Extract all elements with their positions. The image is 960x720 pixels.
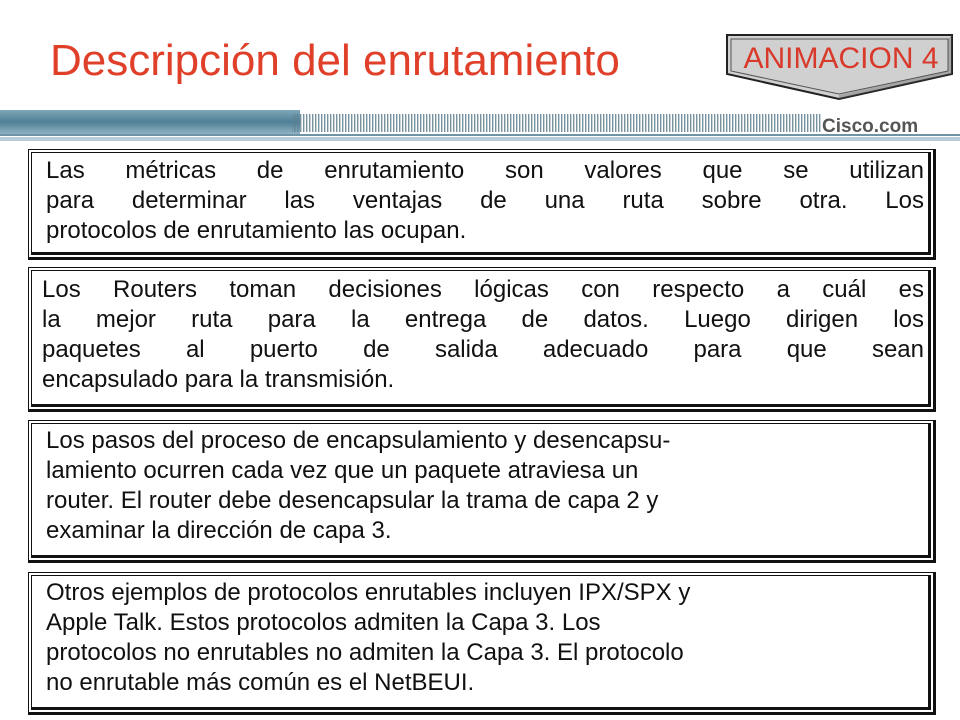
text-line: Apple Talk. Estos protocolos admiten la Capa 3. Los [46,609,601,636]
slide-title: Descripción del enrutamiento [50,36,620,85]
text-line: protocolos no enrutables no admiten la Capa 3. El protocolo [46,639,684,666]
text-line: Otros ejemplos de protocolos enrutables incluyen IPX/SPX y [46,579,691,606]
text-line: examinar la dirección de capa 3. [46,517,392,544]
text-line: lamiento ocurren cada vez que un paquete atraviesa un [46,457,639,484]
text-line: no enrutable más común es el NetBEUI. [46,669,475,696]
text-line: Los pasos del proceso de encapsulamiento y desencapsu- [46,427,671,454]
animation-tag-label: ANIMACION 4 [743,42,939,75]
text-line: Las métricas de enrutamiento son valores que se utilizan [46,157,924,184]
text-line: Los Routers toman decisiones lógicas con respecto a cuál es [42,276,924,303]
cisco-brand-label: Cisco.com [822,116,919,137]
routable-protocols-text-box [28,572,936,715]
text-line: la mejor ruta para la entrega de datos. Luego dirigen los [42,306,924,333]
text-line: protocolos de enrutamiento las ocupan. [46,217,467,244]
metrics-text-box [28,149,936,260]
encapsulation-text-box [28,420,936,563]
text-line: router. El router debe desencapsular la trama de capa 2 y [46,487,659,514]
header-band [0,110,960,144]
routers-text-box [28,267,936,412]
text-line: paquetes al puerto de salida adecuado para que sean [42,336,924,363]
animation-tag[interactable] [726,30,956,102]
text-line: encapsulado para la transmisión. [42,366,395,393]
text-line: para determinar las ventajas de una ruta sobre otra. Los [46,187,924,214]
